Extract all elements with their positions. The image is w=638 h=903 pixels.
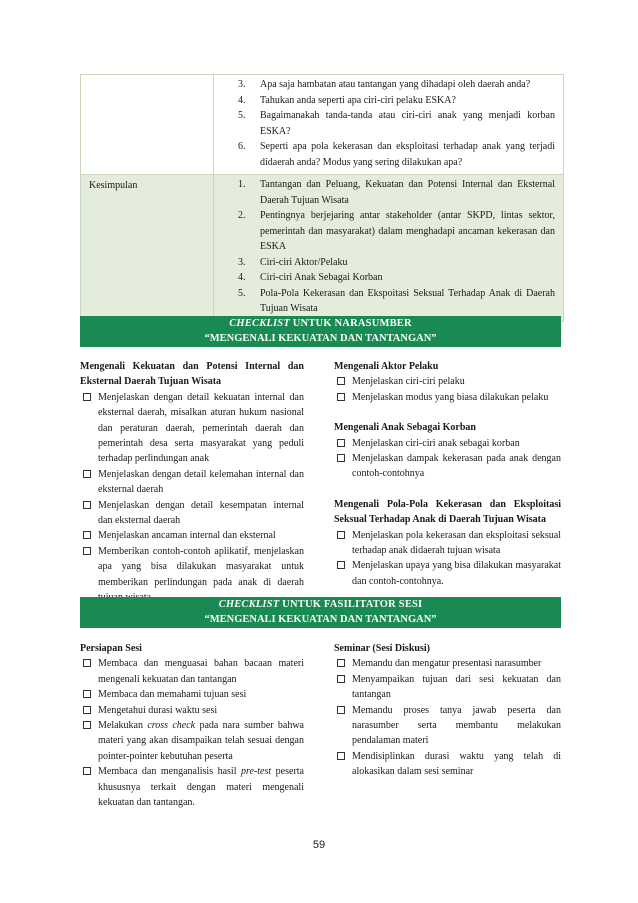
kesimpulan-row xyxy=(81,175,564,322)
fasilitator-left-column xyxy=(80,641,304,810)
checklist-item-text: Memandu dan mengatur presentasi narasumber xyxy=(352,658,542,670)
checklist-item xyxy=(334,672,561,703)
checklist xyxy=(80,656,304,810)
item-number: 3. xyxy=(238,79,246,90)
checkbox-icon xyxy=(83,501,91,509)
checklist-item xyxy=(334,374,561,389)
item-text: Bagaimanakah tanda-tanda atau ciri-ciri anak yang menjadi korban ESKA? xyxy=(260,110,555,137)
questions-cell xyxy=(214,75,564,175)
banner-title-italic: CHECKLIST xyxy=(229,318,290,329)
kesimpulan-cell xyxy=(214,175,564,322)
checkbox-icon xyxy=(337,752,345,760)
checklist xyxy=(334,436,561,482)
section-heading: Mengenali Pola-Pola Kekerasan dan Eksploitasi Seksual Terhadap Anak di Daerah Tujuan Wisata xyxy=(334,498,561,526)
checklist-item-text: Memberikan contoh-contoh aplikatif, menjelaskan apa yang bisa dilakukan masyarakat untuk memberikan perlindungan pada anak di daerah xyxy=(98,545,304,588)
checklist-item xyxy=(334,749,561,780)
fasilitator-banner xyxy=(80,597,561,628)
page-number: 59 xyxy=(312,839,326,851)
checklist-item-text: Menjelaskan modus yang biasa dilakukan pelaku xyxy=(352,391,549,403)
numbered-item xyxy=(214,270,555,286)
numbered-item xyxy=(214,177,555,208)
checklist-item-text: Menjelaskan dengan detail kelemahan internal dan eksternal daerah xyxy=(98,468,304,496)
checkbox-icon xyxy=(337,561,345,569)
checklist-item-text: Mendisiplinkan durasi waktu yang telah di alokasikan dalam sesi seminar xyxy=(352,750,561,778)
checklist xyxy=(334,528,561,590)
checkbox-icon xyxy=(337,659,345,667)
item-text: Ciri-ciri Aktor/Pelaku xyxy=(260,256,348,268)
checklist-item-text: Menjelaskan ancaman internal dan eksternal xyxy=(98,530,276,542)
section-heading: Mengenali Anak Sebagai Korban xyxy=(334,422,476,434)
item-text: Ciri-ciri Anak Sebagai Korban xyxy=(260,272,383,283)
checklist-item-text: Menyampaikan tujuan dari sesi kekuatan dan tantangan xyxy=(352,673,561,701)
numbered-item xyxy=(214,139,555,170)
checklist-item xyxy=(80,656,304,687)
item-number: 3. xyxy=(238,256,246,268)
checklist-item xyxy=(80,390,304,467)
item-number: 1. xyxy=(238,179,246,190)
narasumber-banner xyxy=(80,316,561,347)
questions-row xyxy=(81,75,564,175)
checkbox-icon xyxy=(83,690,91,698)
checklist-item-term: cross check xyxy=(147,720,196,732)
checklist-item-text: Membaca dan menguasai bahan bacaan materi mengenali kekuatan dan tantangan xyxy=(98,658,304,685)
checkbox-icon xyxy=(337,454,345,462)
checklist-item-text: Menjelaskan dengan detail kekuatan internal dan eksternal daerah, misalkan aturan hukum nasional dan peraturan daerah, pemerintah daerah dan pemerintah desa serta masyarakat yang peduli terhadap perlindungan anak xyxy=(98,391,304,465)
item-text: Apa saja hambatan atau tantangan yang dihadapi oleh daerah anda? xyxy=(260,79,531,90)
checklist xyxy=(334,656,561,779)
checklist-item xyxy=(80,528,304,543)
item-text: Pentingnya berjejaring antar stakeholder (antar SKPD, lintas sektor, pemerintah dan masyarakat) dalam menghadapi ancaman kekerasan dan ESKA xyxy=(260,210,555,252)
fasilitator-right-column xyxy=(334,641,561,780)
section-heading: Seminar (Sesi Diskusi) xyxy=(334,643,430,654)
item-text: Tahukan anda seperti apa ciri-ciri pelaku ESKA? xyxy=(260,94,456,106)
checklist-item-text: Memandu proses tanya jawab peserta dan narasumber serta membantu melakukan pendalaman materi xyxy=(352,704,561,747)
checkbox-icon xyxy=(83,659,91,667)
checklist-item-term: pre-test xyxy=(240,766,272,778)
checklist-item-text: peserta khususnya terkait dengan materi mengenali kekuatan dan tantangan. xyxy=(98,766,304,809)
checkbox-icon xyxy=(83,767,91,775)
banner-title-italic: CHECKLIST xyxy=(218,599,280,610)
checklist-item xyxy=(334,436,561,451)
questions-list xyxy=(214,75,563,174)
empty-label-cell xyxy=(81,75,214,175)
section-heading: Persiapan Sesi xyxy=(80,643,142,654)
checkbox-icon xyxy=(337,377,345,385)
checklist-item-text: Mengetahui durasi waktu sesi xyxy=(98,704,218,716)
checklist-item-text: Membaca dan memahami tujuan sesi xyxy=(98,689,247,701)
kesimpulan-list xyxy=(214,175,563,321)
banner-subtitle: “MENGENALI KEKUATAN DAN TANTANGAN” xyxy=(204,332,437,344)
checklist-item xyxy=(80,718,304,764)
banner-title: UNTUK FASILITATOR SESI xyxy=(279,599,423,610)
item-text: Tantangan dan Peluang, Kekuatan dan Potensi Internal dan Eksternal Daerah Tujuan Wisata xyxy=(260,179,555,206)
checklist-item xyxy=(334,656,561,671)
item-number: 6. xyxy=(238,141,246,152)
numbered-item xyxy=(214,286,555,317)
checklist-item-text: Membaca dan menganalisis hasil xyxy=(98,766,241,778)
section-heading: Mengenali Kekuatan dan Potensi Internal dan Eksternal Daerah Tujuan Wisata xyxy=(80,361,304,388)
banner-subtitle: “MENGENALI KEKUATAN DAN TANTANGAN” xyxy=(204,613,437,625)
checklist-item-text: Menjelaskan ciri-ciri anak sebagai korban xyxy=(352,437,520,449)
checkbox-icon xyxy=(83,547,91,555)
checkbox-icon xyxy=(337,531,345,539)
checklist xyxy=(80,390,304,606)
checklist-item xyxy=(80,467,304,498)
item-text: Pola-Pola Kekerasan dan Ekspoitasi Seksual Terhadap Anak di Daerah Tujuan Wisata xyxy=(260,287,555,314)
checklist-item-text: pada nara sumber bahwa materi yang akan disampaikan telah sesuai dengan pointer-pointer kebutuhan peserta xyxy=(98,720,304,762)
checkbox-icon xyxy=(83,721,91,729)
checklist-item xyxy=(80,687,304,702)
checklist xyxy=(334,374,561,405)
checklist-item xyxy=(334,703,561,749)
checklist-item xyxy=(80,703,304,718)
checklist-item xyxy=(80,498,304,529)
checkbox-icon xyxy=(83,706,91,714)
checkbox-icon xyxy=(337,706,345,714)
item-number: 4. xyxy=(238,272,246,283)
narasumber-right-column xyxy=(334,359,561,589)
checkbox-icon xyxy=(83,531,91,539)
checklist-item xyxy=(334,528,561,559)
narasumber-left-column xyxy=(80,359,304,606)
checklist-item xyxy=(334,451,561,482)
checklist-item-text: Menjelaskan upaya yang bisa dilakukan masyarakat dan contoh-contohnya. xyxy=(352,560,561,587)
item-number: 5. xyxy=(238,287,246,299)
item-number: 5. xyxy=(238,110,246,121)
checklist-item xyxy=(334,390,561,405)
checkbox-icon xyxy=(83,393,91,401)
numbered-item xyxy=(214,255,555,271)
numbered-item xyxy=(214,77,555,93)
section-heading: Mengenali Aktor Pelaku xyxy=(334,361,439,372)
checklist-item-text: Menjelaskan dampak kekerasan pada anak dengan contoh-contohnya xyxy=(352,453,561,480)
session-table xyxy=(80,74,564,322)
checkbox-icon xyxy=(83,470,91,478)
numbered-item xyxy=(214,108,555,139)
item-number: 2. xyxy=(238,210,246,221)
checklist-item-text: Menjelaskan ciri-ciri pelaku xyxy=(352,376,465,388)
checklist-item-text: Menjelaskan pola kekerasan dan eksploitasi seksual terhadap anak didaerah tujuan wisata xyxy=(352,529,561,557)
checkbox-icon xyxy=(337,675,345,683)
checklist-item xyxy=(334,558,561,589)
checkbox-icon xyxy=(337,393,345,401)
checklist-item-text: Melakukan xyxy=(98,720,148,732)
numbered-item xyxy=(214,93,555,109)
banner-title: UNTUK NARASUMBER xyxy=(289,318,412,329)
checkbox-icon xyxy=(337,439,345,447)
item-number: 4. xyxy=(238,94,246,106)
kesimpulan-label: Kesimpulan xyxy=(81,175,214,322)
numbered-item xyxy=(214,208,555,255)
item-text: Seperti apa pola kekerasan dan eksploitasi terhadap anak yang terjadi didaerah anda? Modus yang sering dilakukan apa? xyxy=(260,141,555,168)
checklist-item-text: Menjelaskan dengan detail kesempatan internal dan eksternal daerah xyxy=(98,499,304,527)
checklist-item xyxy=(80,764,304,810)
